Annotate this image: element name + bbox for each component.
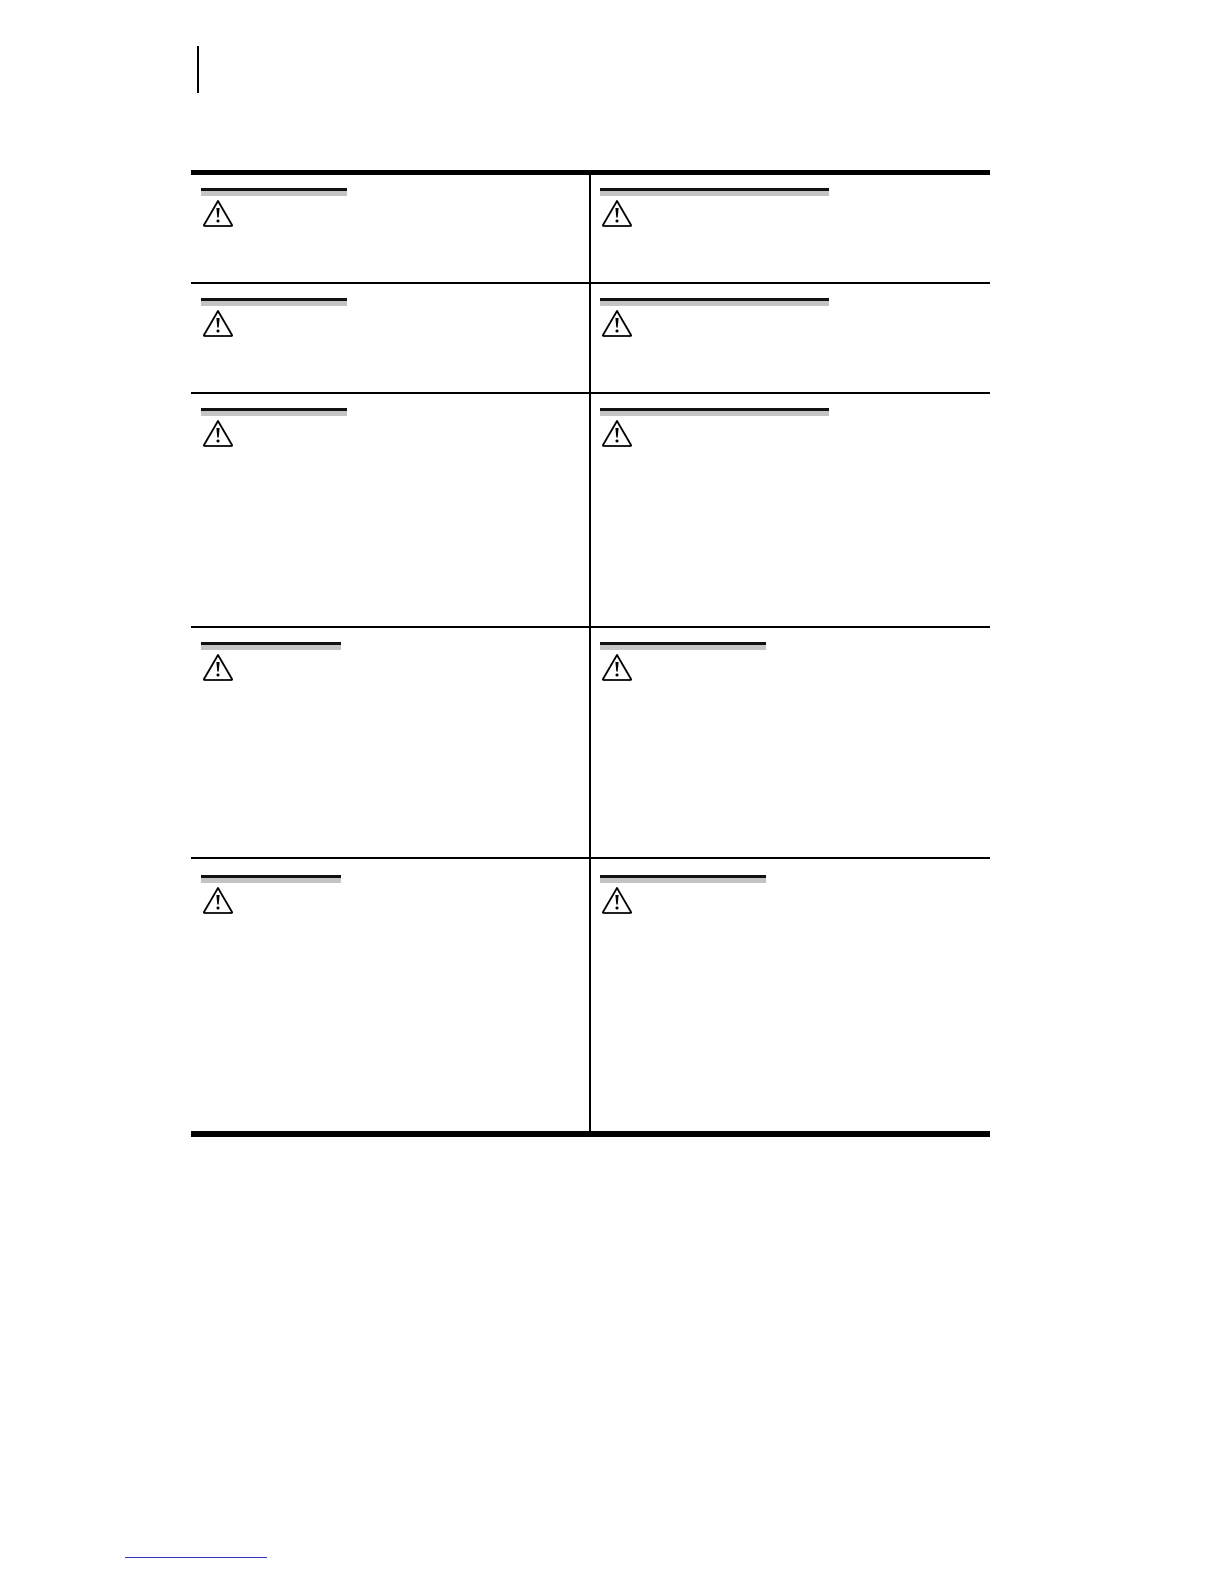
warning-triangle-icon — [201, 652, 235, 682]
warning-heading-bar — [600, 408, 829, 416]
warning-heading-bar — [201, 642, 341, 650]
warning-heading-bar — [201, 875, 341, 883]
row-divider — [191, 392, 990, 394]
warnings-table — [191, 170, 990, 1137]
warning-triangle-icon — [600, 418, 634, 448]
warning-cell — [201, 188, 581, 278]
warning-cell — [600, 408, 980, 622]
warning-heading-bar — [201, 188, 347, 196]
warning-cell — [201, 642, 581, 853]
warning-triangle-icon — [201, 198, 235, 228]
warning-cell — [600, 875, 980, 1127]
warning-cell — [600, 188, 980, 278]
warning-heading-bar — [600, 642, 766, 650]
warning-cell — [201, 408, 581, 622]
warning-triangle-icon — [201, 308, 235, 338]
row-divider — [191, 282, 990, 284]
warning-heading-bar — [600, 298, 829, 306]
table-bottom-rule — [191, 1131, 990, 1137]
warning-triangle-icon — [600, 885, 634, 915]
warning-cell — [600, 642, 980, 853]
column-divider — [589, 175, 591, 1131]
row-divider — [191, 626, 990, 628]
warning-triangle-icon — [201, 418, 235, 448]
warning-triangle-icon — [600, 198, 634, 228]
warning-cell — [201, 298, 581, 388]
warning-heading-bar — [201, 298, 347, 306]
row-divider — [191, 857, 990, 859]
warning-triangle-icon — [600, 308, 634, 338]
warning-heading-bar — [600, 875, 766, 883]
warning-heading-bar — [201, 408, 347, 416]
warning-cell — [201, 875, 581, 1127]
footer-link[interactable] — [125, 1557, 267, 1558]
warning-triangle-icon — [600, 652, 634, 682]
warning-cell — [600, 298, 980, 388]
warning-heading-bar — [600, 188, 829, 196]
warning-triangle-icon — [201, 885, 235, 915]
page-margin-marker — [197, 46, 199, 93]
